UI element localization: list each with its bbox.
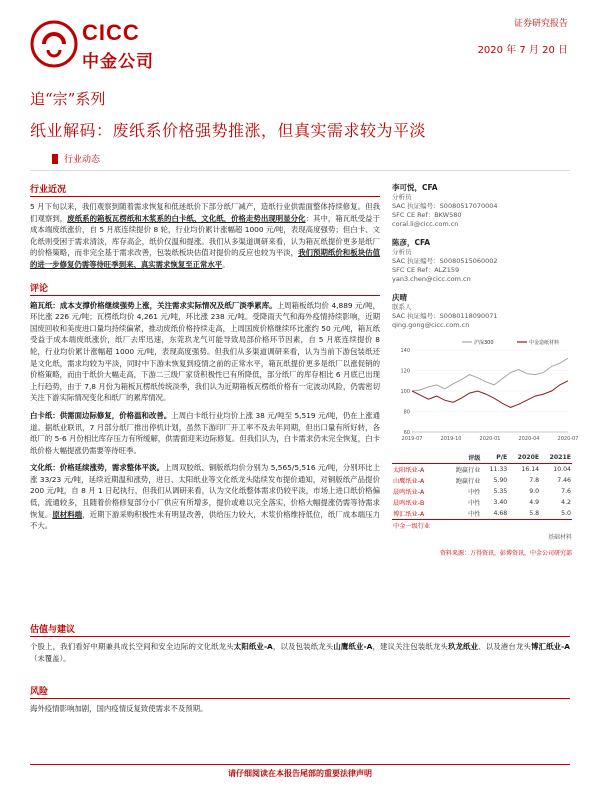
table-cell: 3.40 — [493, 499, 508, 506]
section-heading-valuation: 估值与建议 — [30, 622, 570, 637]
footer-divider — [30, 764, 570, 765]
series-label: 追“宗”系列 — [30, 90, 106, 108]
table-header-2020e: 2020E — [508, 452, 540, 464]
text-run: ，建议关注包装纸龙头 — [372, 642, 448, 651]
table-cell: 太阳纸业-A — [393, 467, 425, 474]
table-cell: 跑赢行业 — [455, 467, 481, 474]
table-cell: 4.9 — [529, 499, 540, 506]
x-tick-label: 2020-04 — [518, 436, 540, 442]
text-run: 博汇纸业-A — [530, 642, 570, 651]
text-run: 文化纸：价格延续涨势，需求整体平淡。 — [30, 463, 165, 473]
price-chart — [392, 336, 579, 446]
header-meta — [478, 16, 568, 56]
lower-column — [30, 622, 570, 715]
table-last-row: 中金一级行业 — [392, 520, 445, 532]
table-cell: 博汇纸业-A — [393, 511, 425, 518]
line-chart-svg — [392, 336, 579, 446]
analyst-name: 陈彦，CFA — [392, 238, 431, 247]
table-cell: 10.04 — [553, 466, 571, 473]
legend-label-1: 中金造纸材料 — [529, 340, 560, 346]
table-row — [392, 464, 572, 476]
table-cell: 4.2 — [561, 499, 571, 506]
analyst-sfc: SFC CE Ref：ALZ159 — [392, 266, 460, 274]
table-header-rating: 评级 — [445, 452, 481, 464]
table-header-name — [392, 452, 445, 464]
logo-chinese: 中金公司 — [82, 52, 154, 72]
text-run: 太阳纸业-A — [233, 642, 273, 651]
category-label: 行业动态 — [64, 155, 101, 165]
series-line-0 — [412, 358, 568, 391]
text-run: ，以及包装纸龙头 — [272, 642, 334, 651]
comment-paragraph-ivory-board — [30, 410, 380, 456]
analyst-role: 分析员 — [392, 193, 412, 201]
text-run: ，近期下游采购积极性未有明显改善，供给压力较大，木浆价格维持低位，纸厂成本端压力不大。 — [30, 509, 380, 531]
report-type: 证券研究报告 — [513, 19, 568, 29]
text-run: 山鹰纸业-A — [333, 642, 373, 651]
x-tick-label: 2020-07 — [557, 436, 579, 442]
analyst-role: 分析员 — [392, 248, 412, 256]
footer-disclaimer: 请仔细阅读在本报告尾部的重要法律声明 — [228, 769, 372, 778]
section-heading-risk: 风险 — [30, 684, 570, 699]
report-date: 2020 年 7 月 20 日 — [477, 45, 568, 56]
table-cell: 7.46 — [557, 477, 571, 484]
table-row — [392, 475, 572, 486]
analyst-email[interactable]: coral.li@cicc.com.cn — [392, 220, 459, 228]
text-run: 个股上，我们看好中期兼具成长空间和安全边际的文化纸龙头 — [30, 642, 234, 651]
divider — [30, 170, 570, 171]
analyst-2 — [392, 237, 572, 284]
text-run: 玖龙纸业 — [447, 642, 479, 651]
text-run: 废纸系的箱板瓦楞纸和木浆系的白卡纸、文化纸，价格走势出现明显分化 — [67, 213, 306, 223]
table-cell: 山鹰纸业-A — [393, 478, 425, 485]
y-tick-label: 60 — [403, 430, 410, 436]
analyst-email[interactable]: qing.gong@cicc.com.cn — [392, 321, 470, 329]
table-cell: 5.8 — [529, 510, 540, 517]
text-run: 、以及港台龙头 — [478, 642, 531, 651]
analyst-name: 庆晴 — [392, 293, 407, 302]
source-note: 资料来源：万得资讯，彭博资讯，中金公司研究部 — [439, 550, 572, 557]
category-marker — [52, 154, 58, 164]
risk-paragraph: 海外疫情影响加剧，国内疫情反复致使需求不及预期。 — [30, 704, 208, 714]
table-cell: 晨鸣纸业-A — [393, 489, 425, 496]
analyst-role: 联系人 — [392, 303, 412, 311]
text-run: （未覆盖）。 — [30, 653, 71, 663]
x-tick-label: 2019-07 — [401, 436, 423, 442]
table-cell: 5.0 — [561, 510, 571, 517]
valuation-paragraph — [30, 641, 570, 664]
cicc-logo-icon — [30, 20, 78, 68]
legend-label-0: 沪深300 — [474, 340, 494, 346]
text-run: ：其中，箱瓦纸受益于成本端废纸涨价，自 5 月底连续提价 8 轮，行业均价累计涨幅超 1000 元/吨，表现高度强势；但白卡、文化纸则受困于需求清淡，库存高企，纸价仅温和提涨。我们从多渠道调研来看，认为箱瓦纸提价更多是纸厂的价格策略，而非完全基于需求改善，包装纸板块估值对提价的反应也较为平淡， — [30, 213, 380, 258]
y-tick-label: 140 — [400, 348, 410, 354]
analyst-sac: SAC 执证编号：S0080517070004 — [392, 202, 498, 210]
table-note: 基础材料 — [547, 534, 572, 541]
text-run: 箱瓦纸：成本支撑价格继续强势上涨，关注需求实际情况及纸厂淡季累库。 — [30, 300, 277, 310]
table-cell: 4.68 — [493, 510, 508, 517]
section-heading-comment: 评论 — [30, 281, 380, 296]
analyst-sfc: SFC CE Ref：BKW580 — [392, 211, 462, 219]
table-cell: 中性 — [468, 489, 481, 496]
table-row — [392, 497, 572, 508]
table-header-pe: P/E — [481, 452, 508, 464]
analyst-sac: SAC 执证编号：S0080515060002 — [392, 257, 498, 265]
section-heading-recent: 行业近况 — [30, 182, 380, 197]
analyst-sac: SAC 执证编号：S0080118090071 — [392, 312, 498, 320]
analyst-column — [392, 182, 572, 338]
text-run: 原材料端 — [52, 509, 83, 519]
text-run: 我们预期纸价和板块估值的进一步修复仍需等待旺季到来、真实需求恢复至正常水平 — [30, 248, 380, 269]
table-cell: 7.8 — [529, 477, 540, 484]
analyst-3 — [392, 292, 572, 330]
table-cell: 16.14 — [521, 466, 540, 473]
cicc-logo — [30, 16, 180, 74]
table-cell: 9.0 — [529, 488, 540, 495]
main-column — [30, 182, 380, 542]
y-tick-label: 80 — [403, 409, 410, 416]
recent-paragraph — [30, 201, 380, 271]
table-cell: 中性 — [468, 500, 481, 507]
analyst-email[interactable]: yan3.chen@cicc.com.cn — [392, 275, 471, 283]
text-run: 。 — [222, 259, 230, 269]
text-run: 5 月下旬以来，我们观察到随着需求恢复和低迷纸价下部分纸厂减产，造纸行业供需面整体持续修复。但我们观察到， — [30, 202, 380, 223]
text-run: 上周箱板纸均价 4,889 元/吨，环比涨 226 元/吨；瓦楞纸均价 4,261 元/吨，环比涨 238 元/吨。受降雨天气和海外疫情持续影响，近期国废回收和美废进口量均持续偏紧，推动废纸价格持续走高，上周国废价格继续环比涨约 50 元/吨，箱瓦纸受益于成本端废纸涨价，纸厂去库迅速，东莞玖龙气可能导致局部价格环节因素，自 5 月底连续提价 8 轮，行业均价累计涨幅超 1000 元/吨，表现高度强势。但我们从多渠道调研来看，认为当前下游包装纸还是文化纸，需求均较为平淡，同时中下游未恢复到疫情之前的正常水平，箱瓦纸提价更多是纸厂以涨促销的价格策略，而由于纸价大幅走高，下游二三级厂家货积极性已有所降低，部分纸厂的库存相比 6 月底已出现上行趋势，由于 7,8 月份为箱板瓦楞纸传统淡季，我们认为近期箱板瓦楞纸价格有一定波动风险，仍需密切关注下游实际情况变化和纸厂的累库情况。 — [30, 300, 380, 403]
text-run: 上周白卡纸行业均价上涨 38 元/吨至 5,519 元/吨，仍在上涨通道。据纸业联讯，7 月部分纸厂推出停机计划，虽然下游印厂开工率不及去年同期，但出口量有所好转，各纸厂的 5-6 月份相比库存压力有所缓解，供需面迎来边际修复。但我们认为，白卡需求仍未完全恢复，白卡纸价格大幅提涨仍需要等待旺季。 — [30, 410, 380, 455]
comment-paragraph-containerboard — [30, 300, 380, 404]
table-cell: 跑赢行业 — [455, 478, 481, 485]
y-tick-label: 100 — [400, 389, 410, 395]
y-tick-label: 120 — [400, 368, 410, 375]
text-run: 上周双胶纸、铜版纸均价分别为 5,565/5,516 元/吨，分别环比上涨 33/23 元/吨，延续近期温和涨势，进日、太阳纸业等文化纸龙头陆续发布提价通知，对铜版纸产品提价 200 元/吨，自 8 月 1 日起执行，但我们从调研来看，认为文化纸整体需求仍较平淡，市场上进口纸价格偏低，流通较多，且随着价格修复部分小厂供应有所增多，提价或难以完全落实，价格大幅提涨仍需等待需求恢复。 — [30, 463, 380, 519]
analyst-1 — [392, 182, 572, 229]
comment-paragraph-cultural-paper — [30, 462, 380, 532]
logo-english: CICC — [82, 20, 140, 45]
table-header-2021e: 2021E — [540, 452, 572, 464]
table-cell: 7.6 — [561, 488, 571, 495]
table-cell: 晨鸣纸业-B — [393, 500, 425, 507]
table-cell: 5.35 — [493, 488, 508, 495]
table-cell: 5.90 — [493, 477, 508, 484]
valuation-table — [392, 452, 572, 541]
table-cell: 11.33 — [489, 466, 508, 473]
table-row — [392, 486, 572, 497]
report-title: 纸业解码：废纸系价格强势推涨，但真实需求较为平淡 — [30, 121, 427, 140]
x-tick-label: 2020-01 — [479, 436, 501, 442]
text-run: 白卡纸：供需面边际修复，价格温和改善。 — [30, 410, 172, 420]
table-row — [392, 508, 572, 520]
table-cell: 中性 — [468, 511, 481, 518]
analyst-name: 李可悦，CFA — [392, 183, 438, 192]
x-tick-label: 2019-10 — [440, 436, 462, 442]
